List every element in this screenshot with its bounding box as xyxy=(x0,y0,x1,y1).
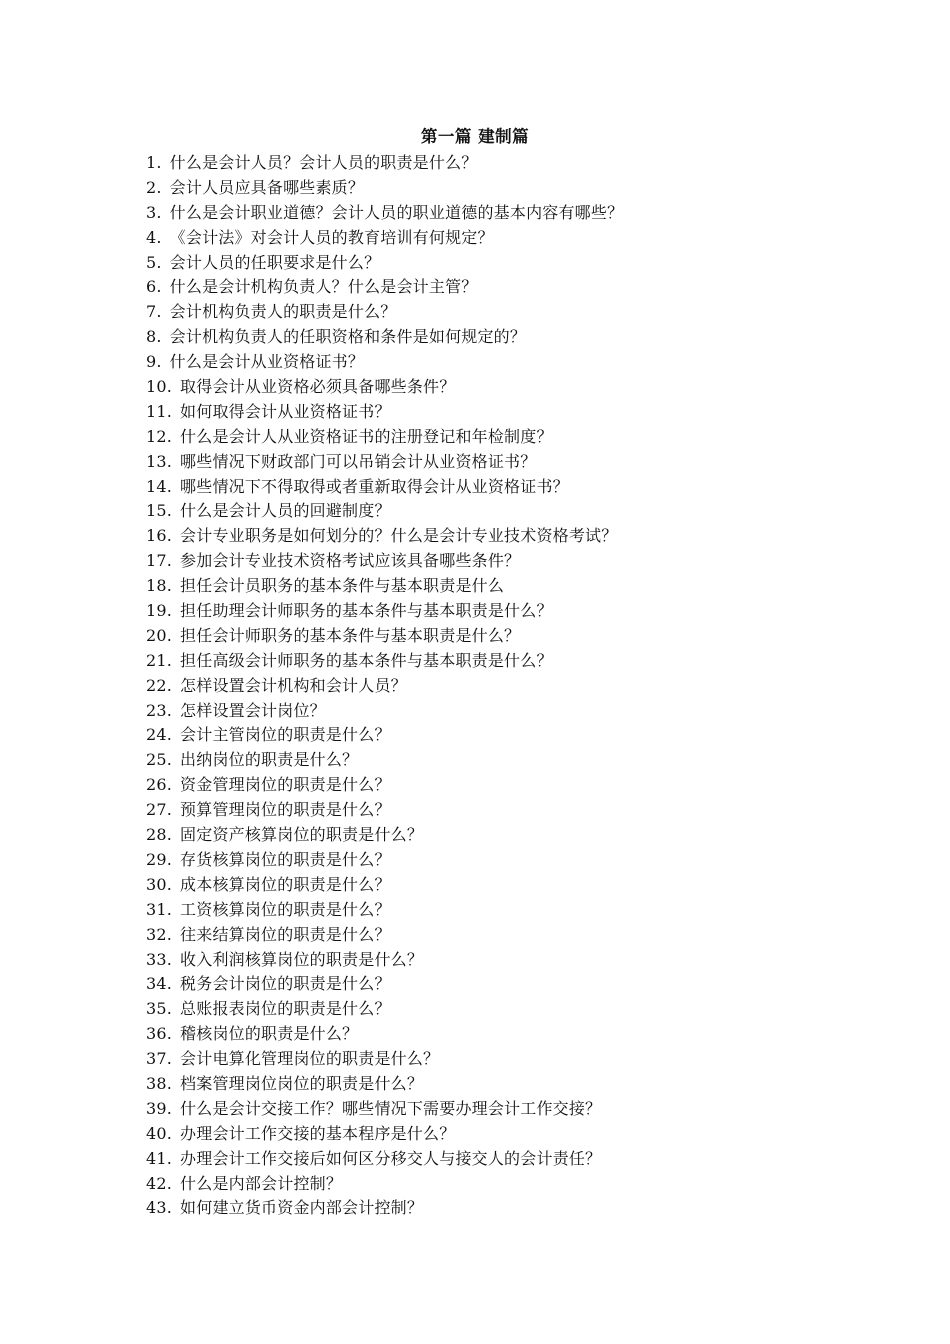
question-item xyxy=(146,848,623,873)
question-number: 3. xyxy=(146,202,162,222)
question-number: 23. xyxy=(146,700,173,720)
question-item xyxy=(146,599,623,624)
question-item xyxy=(146,375,623,400)
question-number: 12. xyxy=(146,426,173,446)
question-item xyxy=(146,1196,623,1221)
question-text: 会计机构负责人的任职资格和条件是如何规定的？ xyxy=(169,327,527,347)
question-text: 成本核算岗位的职责是什么？ xyxy=(180,874,391,894)
question-item xyxy=(146,923,623,948)
question-number: 30. xyxy=(146,874,173,894)
question-text: 什么是会计交接工作？哪些情况下需要办理会计工作交接？ xyxy=(180,1098,602,1118)
question-text: 税务会计岗位的职责是什么？ xyxy=(180,974,391,994)
question-number: 11. xyxy=(146,401,173,421)
question-number: 7. xyxy=(146,302,162,322)
question-number: 18. xyxy=(146,576,173,596)
question-text: 预算管理岗位的职责是什么？ xyxy=(180,800,391,820)
question-number: 22. xyxy=(146,675,173,695)
question-text: 如何取得会计从业资格证书？ xyxy=(180,401,391,421)
question-number: 40. xyxy=(146,1123,173,1143)
question-number: 20. xyxy=(146,625,173,645)
question-text: 会计电算化管理岗位的职责是什么？ xyxy=(180,1049,440,1069)
question-number: 10. xyxy=(146,377,173,397)
question-text: 工资核算岗位的职责是什么？ xyxy=(180,899,391,919)
question-text: 怎样设置会计机构和会计人员？ xyxy=(180,675,407,695)
question-item xyxy=(146,873,623,898)
question-number: 9. xyxy=(146,352,162,372)
question-text: 什么是会计从业资格证书？ xyxy=(169,352,365,372)
question-item xyxy=(146,773,623,798)
question-item xyxy=(146,475,623,500)
question-item xyxy=(146,997,623,1022)
question-number: 17. xyxy=(146,551,173,571)
question-item xyxy=(146,524,623,549)
question-text: 出纳岗位的职责是什么？ xyxy=(180,750,359,770)
question-text: 担任助理会计师职务的基本条件与基本职责是什么？ xyxy=(180,601,553,621)
question-text: 收入利润核算岗位的职责是什么？ xyxy=(180,949,424,969)
question-text: 资金管理岗位的职责是什么？ xyxy=(180,775,391,795)
question-number: 27. xyxy=(146,800,173,820)
question-text: 担任高级会计师职务的基本条件与基本职责是什么？ xyxy=(180,650,553,670)
question-text: 什么是会计人从业资格证书的注册登记和年检制度？ xyxy=(180,426,553,446)
question-number: 15. xyxy=(146,501,173,521)
question-number: 24. xyxy=(146,725,173,745)
question-list xyxy=(146,151,623,1221)
question-number: 38. xyxy=(146,1073,173,1093)
question-number: 31. xyxy=(146,899,173,919)
question-item xyxy=(146,649,623,674)
question-number: 39. xyxy=(146,1098,173,1118)
question-number: 21. xyxy=(146,650,173,670)
question-number: 14. xyxy=(146,476,173,496)
question-number: 1. xyxy=(146,153,162,172)
question-text: 取得会计从业资格必须具备哪些条件？ xyxy=(180,377,456,397)
question-item xyxy=(146,823,623,848)
question-item xyxy=(146,350,623,375)
question-text: 会计专业职务是如何划分的？什么是会计专业技术资格考试？ xyxy=(180,526,618,546)
question-item xyxy=(146,151,623,176)
question-number: 25. xyxy=(146,750,173,770)
question-number: 6. xyxy=(146,277,162,297)
question-number: 37. xyxy=(146,1049,173,1069)
question-text: 会计人员的任职要求是什么？ xyxy=(169,252,381,272)
question-item xyxy=(146,798,623,823)
question-number: 42. xyxy=(146,1173,173,1193)
question-item xyxy=(146,201,623,226)
question-text: 往来结算岗位的职责是什么？ xyxy=(180,924,391,944)
question-item xyxy=(146,674,623,699)
question-item xyxy=(146,748,623,773)
question-text: 什么是会计机构负责人？什么是会计主管？ xyxy=(169,277,478,297)
question-item xyxy=(146,499,623,524)
question-number: 32. xyxy=(146,924,173,944)
question-text: 什么是内部会计控制？ xyxy=(180,1173,343,1193)
question-item xyxy=(146,176,623,201)
question-text: 哪些情况下财政部门可以吊销会计从业资格证书？ xyxy=(180,451,537,471)
question-number: 35. xyxy=(146,999,173,1019)
question-text: 担任会计员职务的基本条件与基本职责是什么 xyxy=(180,576,505,596)
question-item xyxy=(146,624,623,649)
question-text: 存货核算岗位的职责是什么？ xyxy=(180,849,391,869)
question-item xyxy=(146,1122,623,1147)
question-text: 怎样设置会计岗位？ xyxy=(180,700,326,720)
question-number: 8. xyxy=(146,327,162,347)
question-number: 16. xyxy=(146,526,173,546)
question-text: 《会计法》对会计人员的教育培训有何规定？ xyxy=(169,227,494,247)
question-number: 33. xyxy=(146,949,173,969)
question-number: 2. xyxy=(146,177,162,197)
question-text: 办理会计工作交接后如何区分移交人与接交人的会计责任？ xyxy=(180,1148,602,1168)
question-number: 28. xyxy=(146,825,173,845)
question-item xyxy=(146,325,623,350)
question-item xyxy=(146,699,623,724)
question-text: 会计人员应具备哪些素质？ xyxy=(169,177,365,197)
question-item xyxy=(146,1172,623,1197)
question-text: 参加会计专业技术资格考试应该具备哪些条件？ xyxy=(180,551,521,571)
question-text: 会计主管岗位的职责是什么？ xyxy=(180,725,391,745)
question-item xyxy=(146,425,623,450)
question-text: 总账报表岗位的职责是什么？ xyxy=(180,999,391,1019)
question-text: 担任会计师职务的基本条件与基本职责是什么？ xyxy=(180,625,521,645)
question-item xyxy=(146,1072,623,1097)
question-item xyxy=(146,1022,623,1047)
question-text: 什么是会计职业道德？会计人员的职业道德的基本内容有哪些？ xyxy=(169,202,624,222)
question-number: 43. xyxy=(146,1198,173,1218)
question-number: 19. xyxy=(146,601,173,621)
question-item xyxy=(146,1097,623,1122)
question-number: 4. xyxy=(146,227,162,247)
question-text: 哪些情况下不得取得或者重新取得会计从业资格证书？ xyxy=(180,476,569,496)
question-item xyxy=(146,450,623,475)
question-number: 26. xyxy=(146,775,173,795)
question-item xyxy=(146,898,623,923)
question-item xyxy=(146,723,623,748)
question-text: 如何建立货币资金内部会计控制？ xyxy=(180,1198,424,1218)
question-text: 办理会计工作交接的基本程序是什么？ xyxy=(180,1123,456,1143)
question-item xyxy=(146,251,623,276)
question-number: 13. xyxy=(146,451,173,471)
question-number: 5. xyxy=(146,252,162,272)
question-text: 什么是会计人员的回避制度？ xyxy=(180,501,391,521)
question-number: 41. xyxy=(146,1148,173,1168)
question-number: 36. xyxy=(146,1024,173,1044)
question-item xyxy=(146,972,623,997)
question-item xyxy=(146,275,623,300)
question-item xyxy=(146,1147,623,1172)
question-number: 34. xyxy=(146,974,173,994)
question-item xyxy=(146,948,623,973)
question-text: 固定资产核算岗位的职责是什么？ xyxy=(180,825,424,845)
question-text: 会计机构负责人的职责是什么？ xyxy=(169,302,397,322)
question-text: 稽核岗位的职责是什么？ xyxy=(180,1024,359,1044)
question-number: 29. xyxy=(146,849,173,869)
question-item xyxy=(146,400,623,425)
question-item xyxy=(146,1047,623,1072)
question-text: 什么是会计人员？会计人员的职责是什么？ xyxy=(169,153,478,172)
question-item xyxy=(146,549,623,574)
question-item xyxy=(146,226,623,251)
section-title: 第一篇 建制篇 xyxy=(420,127,530,146)
question-item xyxy=(146,300,623,325)
question-item xyxy=(146,574,623,599)
question-text: 档案管理岗位岗位的职责是什么？ xyxy=(180,1073,424,1093)
